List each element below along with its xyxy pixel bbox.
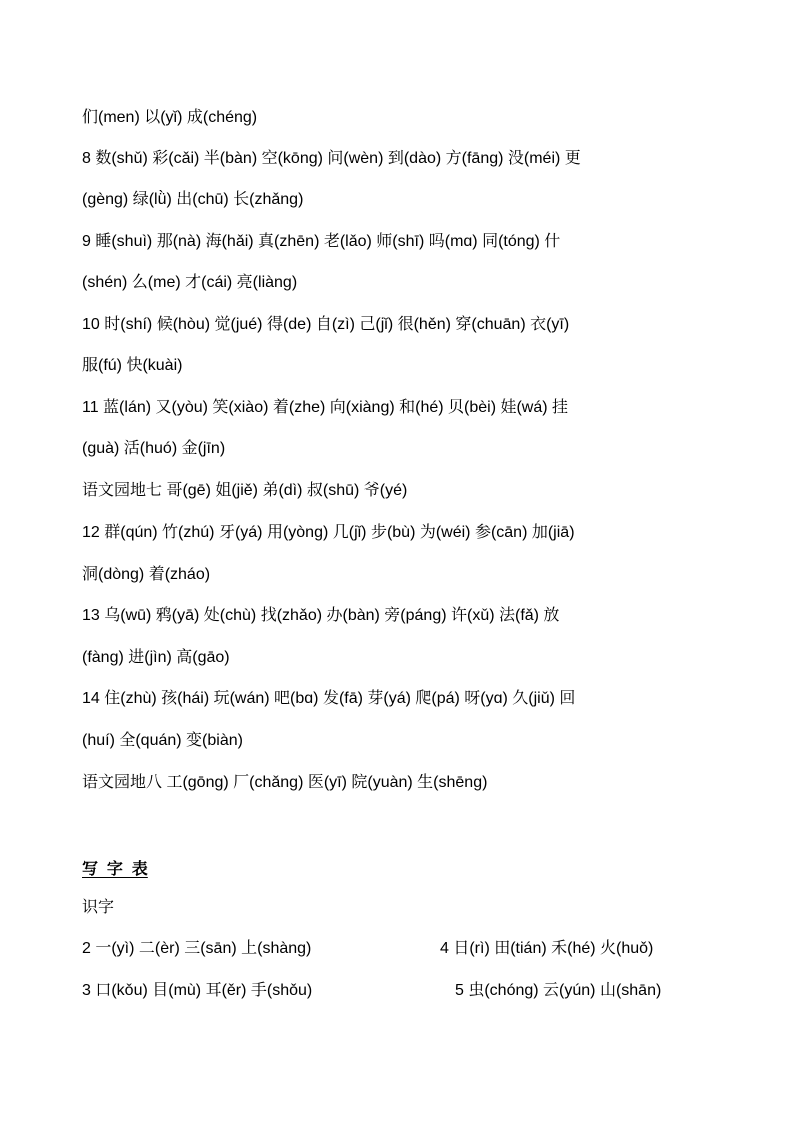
text-line: (shén) 么(me) 才(cái) 亮(liàng) <box>82 274 298 291</box>
text-line: 洞(dòng) 着(zháo) <box>82 566 211 583</box>
text-line: (guà) 活(huó) 金(jīn) <box>82 440 226 457</box>
text-line: (gèng) 绿(lǜ) 出(chū) 长(zhǎng) <box>82 191 304 208</box>
text-line: 9 睡(shuì) 那(nà) 海(hǎi) 真(zhēn) 老(lǎo) 师(shī) 吗(mɑ) 同(tóng) 什 <box>82 233 561 250</box>
text-line: 13 乌(wū) 鸦(yā) 处(chù) 找(zhǎo) 办(bàn) 旁(páng) 许(xǔ) 法(fǎ) 放 <box>82 607 560 624</box>
text-line: (huí) 全(quán) 变(biàn) <box>82 732 243 749</box>
text-line: 服(fú) 快(kuài) <box>82 357 183 374</box>
table-row-right: 5 虫(chóng) 云(yún) 山(shān) <box>455 982 662 999</box>
subheading: 识字 <box>82 899 115 916</box>
text-line: 语文园地七 哥(gē) 姐(jiě) 弟(dì) 叔(shū) 爷(yé) <box>82 482 408 499</box>
text-line: 语文园地八 工(gōng) 厂(chǎng) 医(yī) 院(yuàn) 生(shēng) <box>82 774 488 791</box>
text-line: (fàng) 进(jìn) 高(gāo) <box>82 649 230 666</box>
section-heading: 写 字 表 <box>82 861 148 878</box>
table-row-left: 2 一(yì) 二(èr) 三(sān) 上(shàng) <box>82 940 312 957</box>
text-line: 14 住(zhù) 孩(hái) 玩(wán) 吧(bɑ) 发(fā) 芽(yá) 爬(pá) 呀(yɑ) 久(jiǔ) 回 <box>82 690 576 707</box>
table-row-left: 3 口(kǒu) 目(mù) 耳(ěr) 手(shǒu) <box>82 982 313 999</box>
text-line: 12 群(qún) 竹(zhú) 牙(yá) 用(yòng) 几(jǐ) 步(bù) 为(wéi) 参(cān) 加(jiā) <box>82 524 575 541</box>
text-line: 11 蓝(lán) 又(yòu) 笑(xiào) 着(zhe) 向(xiàng) 和(hé) 贝(bèi) 娃(wá) 挂 <box>82 399 569 416</box>
text-line: 们(men) 以(yǐ) 成(chéng) <box>82 109 258 126</box>
text-line: 8 数(shǔ) 彩(cǎi) 半(bàn) 空(kōng) 问(wèn) 到(dào) 方(fāng) 没(méi) 更 <box>82 150 581 167</box>
text-line: 10 时(shí) 候(hòu) 觉(jué) 得(de) 自(zì) 己(jǐ) 很(hěn) 穿(chuān) 衣(yī) <box>82 316 570 333</box>
table-row-right: 4 日(rì) 田(tián) 禾(hé) 火(huǒ) <box>440 940 654 957</box>
